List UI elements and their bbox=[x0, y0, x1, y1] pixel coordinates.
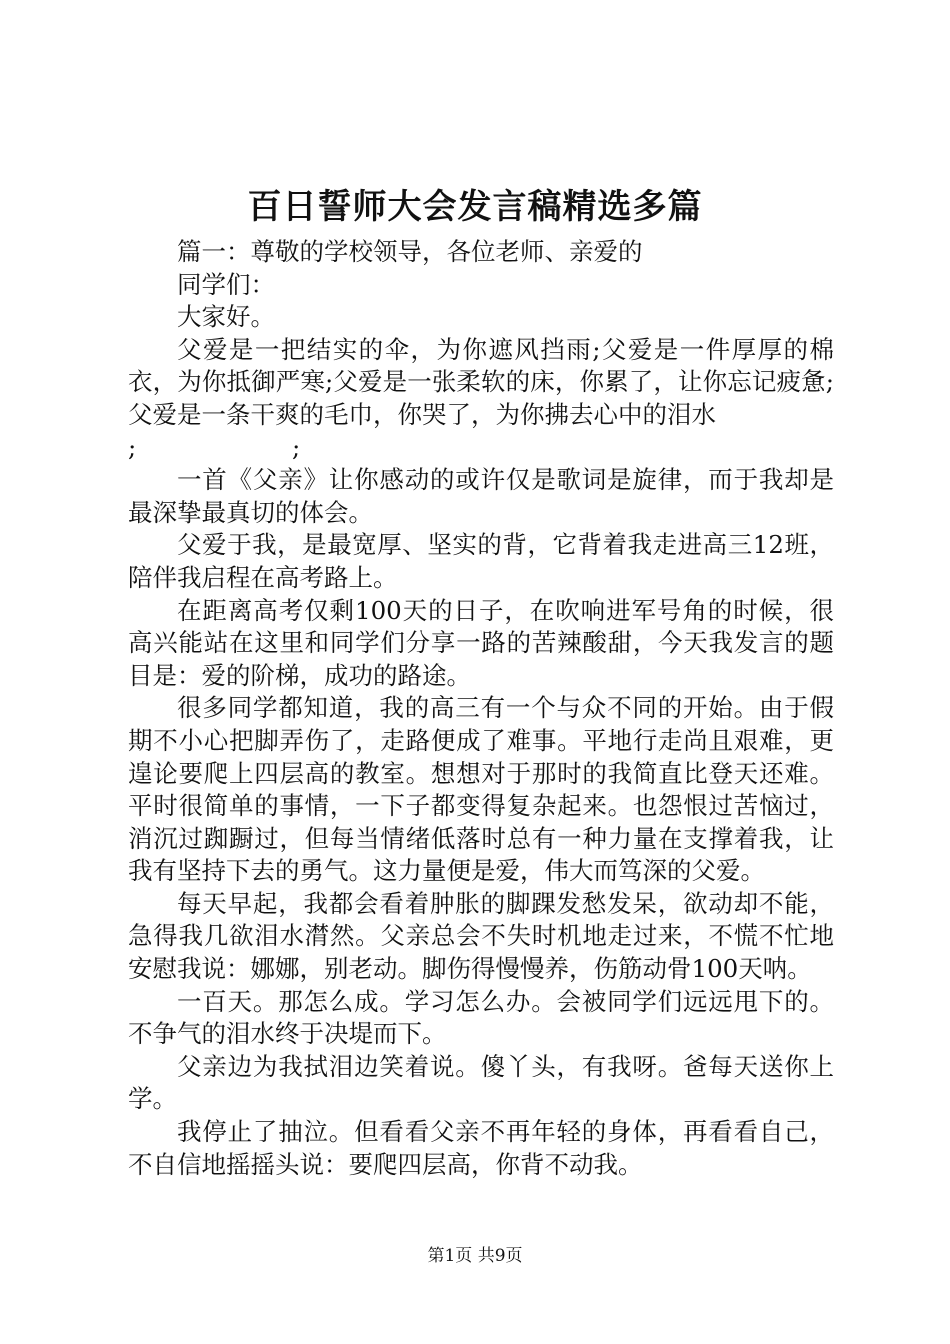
document-title: 百日誓师大会发言稿精选多篇 bbox=[247, 187, 703, 227]
paragraph-morning: 每天早起，我都会看着肿胀的脚踝发愁发呆，欲动却不能，急得我几欲泪水潸然。父亲总会不失时机地走过来，不慌不忙地安慰我说：娜娜，别老动。脚伤得慢慢养，伤筋动骨100天呐。 bbox=[128, 888, 834, 984]
paragraph-greeting: 篇一：尊敬的学校领导，各位老师、亲爱的 bbox=[177, 237, 643, 266]
paragraph-stop-crying: 我停止了抽泣。但看看父亲不再年轻的身体，再看看自己，不自信地摇摇头说：要爬四层高，你背不动我。 bbox=[128, 1117, 834, 1179]
paragraph-semicolons: ; ; bbox=[128, 432, 301, 462]
paragraph-father-smile: 父亲边为我拭泪边笑着说。傻丫头，有我呀。爸每天送你上学。 bbox=[128, 1051, 834, 1114]
paragraph-hello: 大家好。 bbox=[177, 302, 275, 332]
document-body bbox=[128, 236, 834, 1181]
paragraph-back: 父爱于我，是最宽厚、坚实的背，它背着我走进高三12班，陪伴我启程在高考路上。 bbox=[128, 530, 834, 592]
paragraph-100-days: 在距离高考仅剩100天的日子，在吹响进军号角的时候，很高兴能站在这里和同学们分享一路的苦辣酸甜，今天我发言的题目是：爱的阶梯，成功的路途。 bbox=[128, 595, 834, 690]
paragraph-injury: 很多同学都知道，我的高三有一个与众不同的开始。由于假期不小心把脚弄伤了，走路便成了难事。平地行走尚且艰难，更遑论要爬上四层高的教室。想想对于那时的我简直比登天还难。平时很简单的事情，一下子都变得复杂起来。也怨恨过苦恼过，消沉过踟蹰过，但每当情绪低落时总有一种力量在支撑着我，让我有坚持下去的勇气。这力量便是爱，伟大而笃深的父爱。 bbox=[128, 693, 834, 886]
paragraph-classmates: 同学们： bbox=[177, 269, 275, 299]
page-footer: 第1页 共9页 bbox=[427, 1246, 523, 1266]
paragraph-father-love: 父爱是一把结实的伞，为你遮风挡雨;父爱是一件厚厚的棉衣，为你抵御严寒;父爱是一张柔软的床，你累了，让你忘记疲惫;父爱是一条干爽的毛巾，你哭了，为你拂去心中的泪水 bbox=[128, 334, 834, 429]
paragraph-song: 一首《父亲》让你感动的或许仅是歌词是旋律，而于我却是最深挚最真切的体会。 bbox=[128, 465, 834, 527]
paragraph-hundred-days: 一百天。那怎么成。学习怎么办。会被同学们远远甩下的。不争气的泪水终于决堤而下。 bbox=[128, 986, 834, 1049]
